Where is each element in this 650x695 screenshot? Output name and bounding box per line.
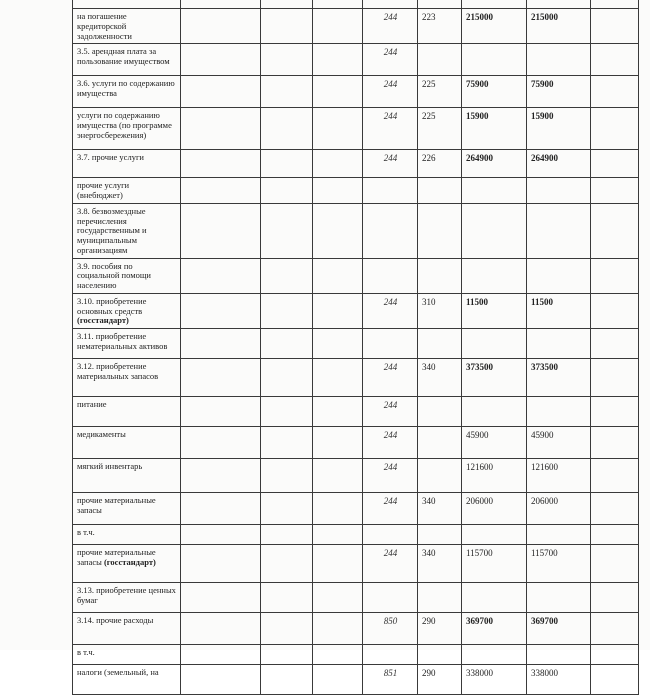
row-label-text: прочие материальные запасы <box>77 547 156 568</box>
kosgu-cell: 225 <box>418 76 462 108</box>
amount-cell: 45900 <box>462 427 527 459</box>
kosgu-cell <box>418 203 462 258</box>
amount-cell: 338000 <box>462 665 527 695</box>
kosgu-cell <box>418 583 462 613</box>
kosgu-cell <box>418 427 462 459</box>
row-label <box>73 613 181 645</box>
table-row <box>73 613 639 645</box>
row-label-text: в т.ч. <box>77 647 95 658</box>
kosgu-cell <box>418 459 462 493</box>
amount-cell <box>462 645 527 665</box>
expense-code-cell: 244 <box>363 150 418 178</box>
empty-cell <box>261 9 313 44</box>
empty-cell <box>591 76 639 108</box>
row-label <box>73 9 181 44</box>
kosgu-cell <box>418 0 462 9</box>
amount-total-cell <box>527 583 591 613</box>
expense-code-cell <box>363 258 418 293</box>
table-row <box>73 329 639 359</box>
empty-cell <box>261 0 313 9</box>
row-label <box>73 583 181 613</box>
row-label <box>73 459 181 493</box>
empty-cell <box>181 493 261 525</box>
kosgu-cell <box>418 397 462 427</box>
row-label-text: 3.8. безвозмездные перечисления государственным и муниципальным организациям <box>77 205 147 255</box>
empty-cell <box>313 203 363 258</box>
amount-cell <box>462 178 527 204</box>
amount-total-cell: 264900 <box>527 150 591 178</box>
empty-cell <box>591 545 639 583</box>
empty-cell <box>313 44 363 76</box>
empty-cell <box>313 150 363 178</box>
row-label-text: в т.ч. <box>77 527 95 538</box>
empty-cell <box>261 258 313 293</box>
row-label <box>73 108 181 150</box>
amount-cell: 115700 <box>462 545 527 583</box>
empty-cell <box>313 613 363 645</box>
empty-cell <box>261 108 313 150</box>
table-row <box>73 203 639 258</box>
amount-total-cell <box>527 0 591 9</box>
empty-cell <box>591 329 639 359</box>
empty-cell <box>181 76 261 108</box>
empty-cell <box>313 178 363 204</box>
expense-code-cell <box>363 203 418 258</box>
empty-cell <box>313 9 363 44</box>
empty-cell <box>261 44 313 76</box>
empty-cell <box>261 493 313 525</box>
empty-cell <box>181 397 261 427</box>
empty-cell <box>591 44 639 76</box>
empty-cell <box>313 459 363 493</box>
row-label-text: прочие материальные запасы <box>77 495 156 516</box>
empty-cell <box>181 203 261 258</box>
amount-total-cell: 206000 <box>527 493 591 525</box>
expense-code-cell <box>363 178 418 204</box>
row-label <box>73 545 181 583</box>
empty-cell <box>591 583 639 613</box>
empty-cell <box>181 44 261 76</box>
row-label <box>73 665 181 695</box>
table-row <box>73 459 639 493</box>
amount-cell: 215000 <box>462 9 527 44</box>
expense-code-cell <box>363 645 418 665</box>
empty-cell <box>313 545 363 583</box>
row-label-text: 3.9. пособия по социальной помощи населению <box>77 260 151 291</box>
amount-cell: 15900 <box>462 108 527 150</box>
expense-code-cell <box>363 0 418 9</box>
amount-total-cell: 15900 <box>527 108 591 150</box>
kosgu-cell <box>418 525 462 545</box>
table-row <box>73 258 639 293</box>
empty-cell <box>591 9 639 44</box>
empty-cell <box>181 545 261 583</box>
row-label <box>73 525 181 545</box>
row-label <box>73 427 181 459</box>
empty-cell <box>591 645 639 665</box>
kosgu-cell <box>418 645 462 665</box>
empty-cell <box>261 293 313 328</box>
empty-cell <box>591 665 639 695</box>
kosgu-cell <box>418 44 462 76</box>
empty-cell <box>313 108 363 150</box>
row-label <box>73 493 181 525</box>
expense-code-cell: 850 <box>363 613 418 645</box>
empty-cell <box>313 293 363 328</box>
table-row <box>73 397 639 427</box>
expense-code-cell: 851 <box>363 665 418 695</box>
kosgu-cell <box>418 258 462 293</box>
amount-total-cell: 215000 <box>527 9 591 44</box>
empty-cell <box>591 525 639 545</box>
amount-cell: 121600 <box>462 459 527 493</box>
kosgu-cell: 310 <box>418 293 462 328</box>
amount-total-cell <box>527 258 591 293</box>
empty-cell <box>261 583 313 613</box>
table-row <box>73 545 639 583</box>
kosgu-cell: 223 <box>418 9 462 44</box>
kosgu-cell: 226 <box>418 150 462 178</box>
table-row <box>73 150 639 178</box>
empty-cell <box>591 459 639 493</box>
empty-cell <box>181 178 261 204</box>
amount-total-cell <box>527 525 591 545</box>
amount-total-cell <box>527 645 591 665</box>
empty-cell <box>313 493 363 525</box>
row-label-text: 3.13. приобретение ценных бумаг <box>77 585 176 606</box>
row-label-note: (госстандарт) <box>103 557 156 568</box>
budget-table <box>72 0 639 695</box>
row-label <box>73 203 181 258</box>
row-label <box>73 293 181 328</box>
empty-cell <box>591 108 639 150</box>
empty-cell <box>261 359 313 397</box>
kosgu-cell: 340 <box>418 493 462 525</box>
amount-total-cell <box>527 44 591 76</box>
expense-code-cell: 244 <box>363 76 418 108</box>
amount-total-cell: 75900 <box>527 76 591 108</box>
empty-cell <box>181 0 261 9</box>
expense-code-cell: 244 <box>363 397 418 427</box>
empty-cell <box>313 583 363 613</box>
table-row <box>73 493 639 525</box>
kosgu-cell: 340 <box>418 545 462 583</box>
amount-total-cell <box>527 178 591 204</box>
row-label-text: 3.5. арендная плата за пользование имуществом <box>77 46 170 67</box>
row-label <box>73 329 181 359</box>
row-label <box>73 645 181 665</box>
amount-total-cell <box>527 397 591 427</box>
row-label <box>73 76 181 108</box>
expense-code-cell <box>363 329 418 359</box>
empty-cell <box>591 427 639 459</box>
table-row <box>73 359 639 397</box>
expense-code-cell: 244 <box>363 44 418 76</box>
kosgu-cell <box>418 178 462 204</box>
empty-cell <box>181 427 261 459</box>
table-row <box>73 665 639 695</box>
amount-cell <box>462 203 527 258</box>
amount-cell: 264900 <box>462 150 527 178</box>
empty-cell <box>181 258 261 293</box>
empty-cell <box>261 459 313 493</box>
row-label-text: 3.10. приобретение основных средств <box>77 295 147 316</box>
amount-total-cell: 121600 <box>527 459 591 493</box>
expense-code-cell: 244 <box>363 459 418 493</box>
empty-cell <box>181 150 261 178</box>
row-label-text: мягкий инвентарь <box>77 461 143 472</box>
amount-cell: 75900 <box>462 76 527 108</box>
empty-cell <box>313 645 363 665</box>
row-label-text: 3.11. приобретение нематериальных активов <box>77 331 168 352</box>
empty-cell <box>181 9 261 44</box>
empty-cell <box>181 108 261 150</box>
amount-cell <box>462 525 527 545</box>
empty-cell <box>591 359 639 397</box>
table-row <box>73 645 639 665</box>
empty-cell <box>591 493 639 525</box>
expense-code-cell <box>363 583 418 613</box>
empty-cell <box>261 427 313 459</box>
amount-cell <box>462 397 527 427</box>
amount-cell <box>462 44 527 76</box>
empty-cell <box>261 613 313 645</box>
empty-cell <box>313 525 363 545</box>
table-row <box>73 427 639 459</box>
row-label-text: 3.6. услуги по содержанию имущества <box>77 78 175 99</box>
empty-cell <box>591 258 639 293</box>
expense-code-cell: 244 <box>363 359 418 397</box>
amount-cell: 206000 <box>462 493 527 525</box>
expense-code-cell: 244 <box>363 108 418 150</box>
table-row <box>73 178 639 204</box>
row-label-text: налоги (земельный, на <box>77 667 159 678</box>
row-label-text: медикаменты <box>77 429 126 440</box>
empty-cell <box>591 178 639 204</box>
empty-cell <box>591 150 639 178</box>
amount-cell <box>462 258 527 293</box>
empty-cell <box>313 359 363 397</box>
empty-cell <box>261 545 313 583</box>
empty-cell <box>181 459 261 493</box>
row-label <box>73 359 181 397</box>
amount-total-cell <box>527 329 591 359</box>
empty-cell <box>181 583 261 613</box>
table-row <box>73 293 639 328</box>
kosgu-cell <box>418 329 462 359</box>
amount-cell <box>462 0 527 9</box>
row-label-note: (госстандарт) <box>77 315 129 326</box>
table-row <box>73 0 639 9</box>
kosgu-cell: 225 <box>418 108 462 150</box>
empty-cell <box>261 397 313 427</box>
empty-cell <box>261 76 313 108</box>
kosgu-cell: 340 <box>418 359 462 397</box>
row-label <box>73 44 181 76</box>
expense-code-cell: 244 <box>363 293 418 328</box>
empty-cell <box>261 329 313 359</box>
row-label-text: 3.12. приобретение материальных запасов <box>77 361 159 382</box>
row-label-text: питание <box>77 399 107 410</box>
row-label <box>73 258 181 293</box>
table-row <box>73 9 639 44</box>
row-label <box>73 0 181 9</box>
amount-total-cell: 115700 <box>527 545 591 583</box>
row-label-text: на погашение кредиторской задолженности <box>77 11 132 41</box>
amount-total-cell <box>527 203 591 258</box>
amount-cell: 369700 <box>462 613 527 645</box>
expense-code-cell: 244 <box>363 493 418 525</box>
table-row <box>73 108 639 150</box>
table-body <box>73 0 639 695</box>
expense-code-cell <box>363 525 418 545</box>
table-row <box>73 583 639 613</box>
empty-cell <box>313 427 363 459</box>
expense-code-cell: 244 <box>363 427 418 459</box>
row-label <box>73 150 181 178</box>
expense-code-cell: 244 <box>363 545 418 583</box>
amount-total-cell: 338000 <box>527 665 591 695</box>
amount-cell: 373500 <box>462 359 527 397</box>
empty-cell <box>261 645 313 665</box>
amount-total-cell: 11500 <box>527 293 591 328</box>
empty-cell <box>313 397 363 427</box>
empty-cell <box>591 293 639 328</box>
empty-cell <box>181 329 261 359</box>
expense-code-cell: 244 <box>363 9 418 44</box>
amount-cell <box>462 329 527 359</box>
empty-cell <box>313 0 363 9</box>
row-label-text: 3.14. прочие расходы <box>77 615 154 626</box>
amount-total-cell: 45900 <box>527 427 591 459</box>
table-row <box>73 76 639 108</box>
amount-cell: 11500 <box>462 293 527 328</box>
empty-cell <box>313 665 363 695</box>
empty-cell <box>313 76 363 108</box>
empty-cell <box>181 525 261 545</box>
table-row <box>73 44 639 76</box>
table-row <box>73 525 639 545</box>
empty-cell <box>181 645 261 665</box>
row-label-text: услуги по содержанию имущества (по программе энергосбережения) <box>77 110 172 140</box>
empty-cell <box>261 203 313 258</box>
empty-cell <box>591 613 639 645</box>
amount-cell <box>462 583 527 613</box>
empty-cell <box>591 397 639 427</box>
empty-cell <box>261 525 313 545</box>
kosgu-cell: 290 <box>418 613 462 645</box>
amount-total-cell: 373500 <box>527 359 591 397</box>
empty-cell <box>181 293 261 328</box>
empty-cell <box>261 150 313 178</box>
empty-cell <box>181 665 261 695</box>
row-label-text: 3.7. прочие услуги <box>77 152 144 163</box>
empty-cell <box>181 359 261 397</box>
empty-cell <box>261 178 313 204</box>
row-label-text: прочие услуги (внебюджет) <box>77 180 130 201</box>
empty-cell <box>313 258 363 293</box>
empty-cell <box>591 0 639 9</box>
amount-total-cell: 369700 <box>527 613 591 645</box>
kosgu-cell: 290 <box>418 665 462 695</box>
empty-cell <box>591 203 639 258</box>
empty-cell <box>313 329 363 359</box>
row-label <box>73 178 181 204</box>
empty-cell <box>181 613 261 645</box>
row-label <box>73 397 181 427</box>
empty-cell <box>261 665 313 695</box>
